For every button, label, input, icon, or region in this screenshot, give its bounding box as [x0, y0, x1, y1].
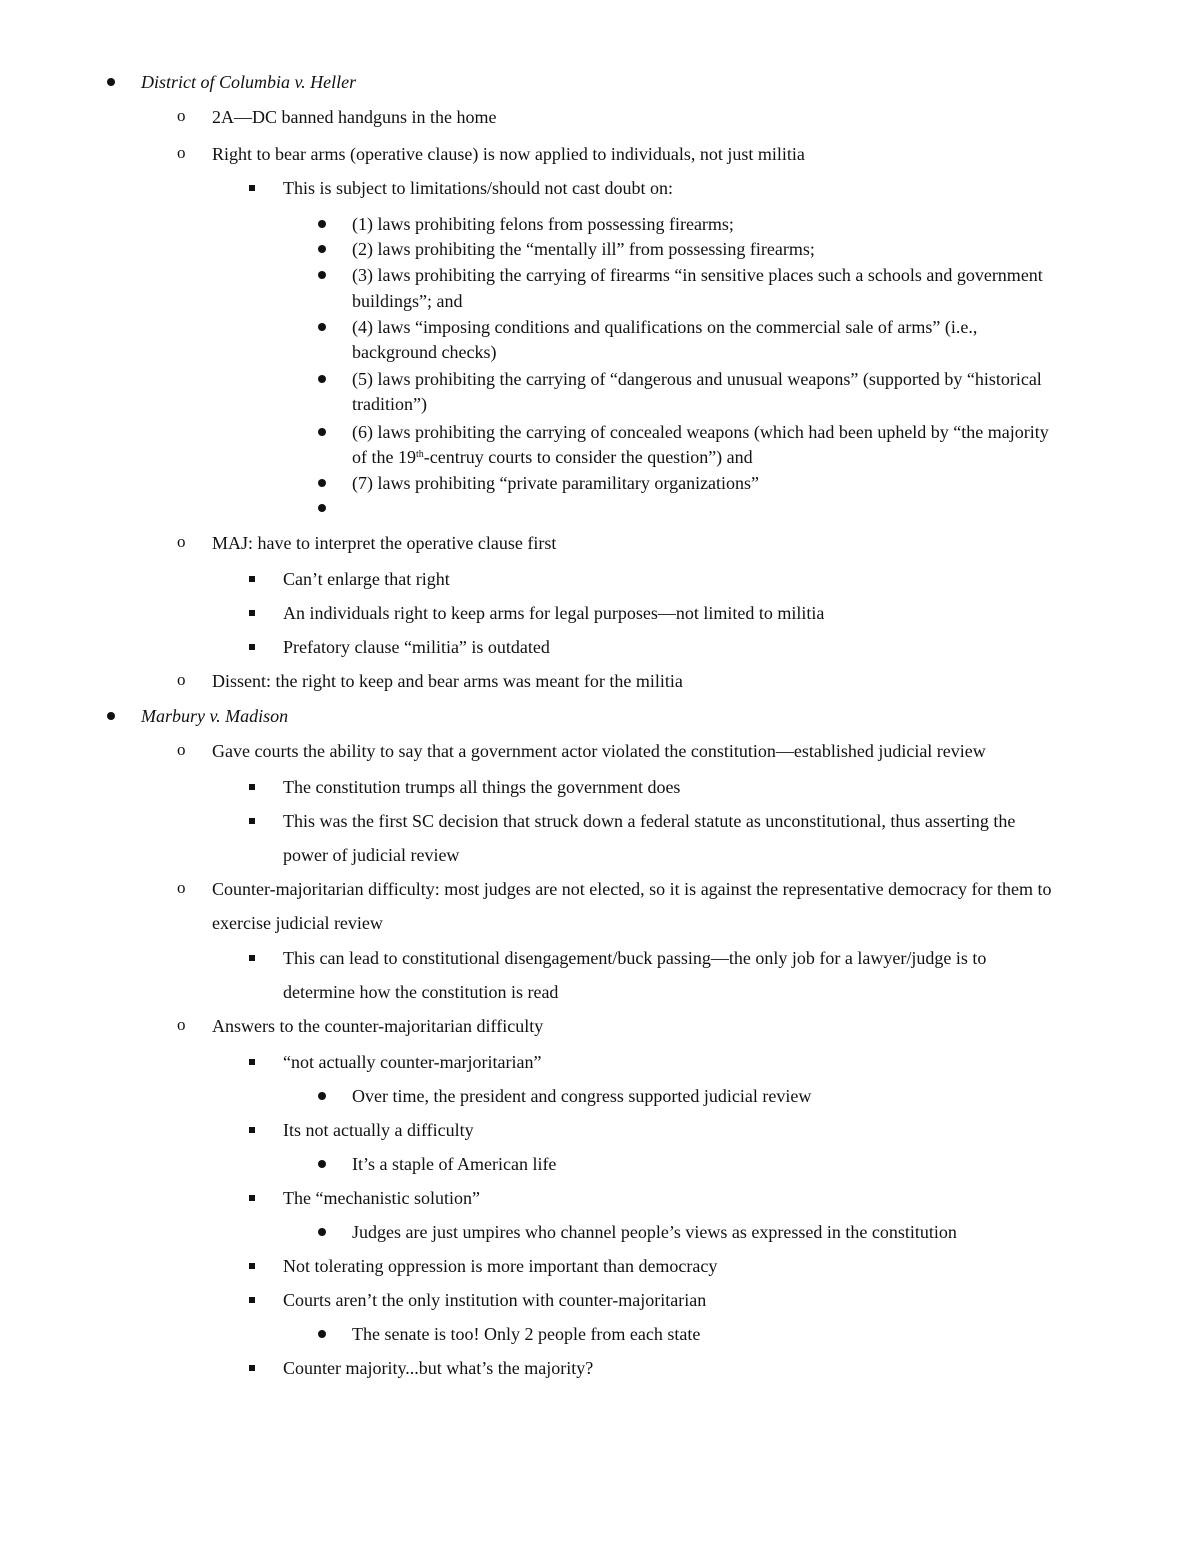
- list-item: [0, 105, 1200, 129]
- note-text: Prefatory clause “militia” is outdated: [283, 637, 550, 657]
- square-bullet-icon: [249, 576, 255, 582]
- list-item-continuation: [0, 911, 1200, 935]
- list-item: [0, 315, 1200, 339]
- square-bullet-icon: [249, 610, 255, 616]
- square-bullet-icon: [249, 1127, 255, 1133]
- bullet-icon: [107, 78, 115, 86]
- list-item: [0, 1288, 1200, 1312]
- list-item: [0, 601, 1200, 625]
- note-text: exercise judicial review: [212, 913, 383, 933]
- note-text: This was the first SC decision that struck down a federal statute as unconstitutional, thus asserting the: [283, 811, 1016, 831]
- list-item: [0, 1322, 1200, 1346]
- list-item-continuation: [0, 392, 1200, 416]
- note-text: Counter majority...but what’s the majority?: [283, 1358, 594, 1378]
- note-text: This can lead to constitutional disengagement/buck passing—the only job for a lawyer/judge is to: [283, 948, 987, 968]
- list-item: [0, 142, 1200, 166]
- square-bullet-icon: [249, 185, 255, 191]
- limit-text: (6) laws prohibiting the carrying of concealed weapons (which had been upheld by “the majority: [352, 422, 1049, 442]
- list-item: [0, 1084, 1200, 1108]
- list-item: [0, 1254, 1200, 1278]
- note-text: Gave courts the ability to say that a government actor violated the constitution—established judicial review: [212, 741, 986, 761]
- note-text: Not tolerating oppression is more important than democracy: [283, 1256, 718, 1276]
- bullet-icon: [107, 712, 115, 720]
- note-text: Answers to the counter-majoritarian difficulty: [212, 1016, 544, 1036]
- note-text: power of judicial review: [283, 845, 460, 865]
- limit-text: (3) laws prohibiting the carrying of firearms “in sensitive places such a schools and government: [352, 265, 1043, 285]
- bullet-icon: [318, 323, 326, 331]
- list-item-continuation: [0, 445, 1200, 469]
- note-text: Its not actually a difficulty: [283, 1120, 474, 1140]
- note-text: An individuals right to keep arms for legal purposes—not limited to militia: [283, 603, 825, 623]
- list-item: [0, 420, 1200, 444]
- list-item: [0, 704, 1200, 728]
- limit-text: (5) laws prohibiting the carrying of “dangerous and unusual weapons” (supported by “historical: [352, 369, 1042, 389]
- list-item: [0, 471, 1200, 495]
- note-text: The “mechanistic solution”: [283, 1188, 480, 1208]
- limit-text: (2) laws prohibiting the “mentally ill” from possessing firearms;: [352, 239, 815, 259]
- note-text: Courts aren’t the only institution with counter-majoritarian: [283, 1290, 707, 1310]
- note-text: This is subject to limitations/should not cast doubt on:: [283, 178, 673, 198]
- note-text: determine how the constitution is read: [283, 982, 559, 1002]
- list-item: [0, 1356, 1200, 1380]
- bullet-icon: [318, 1160, 326, 1168]
- limit-text: background checks): [352, 342, 497, 362]
- note-text: It’s a staple of American life: [352, 1154, 557, 1174]
- case-title: Marbury v. Madison: [141, 706, 289, 726]
- limit-text: (7) laws prohibiting “private paramilitary organizations”: [352, 473, 760, 493]
- list-item: [0, 739, 1200, 763]
- square-bullet-icon: [249, 1263, 255, 1269]
- list-item: [0, 367, 1200, 391]
- note-text: Over time, the president and congress supported judicial review: [352, 1086, 812, 1106]
- list-item: [0, 237, 1200, 261]
- list-item: [0, 1152, 1200, 1176]
- list-item: [0, 1186, 1200, 1210]
- circle-bullet-icon: o: [177, 143, 186, 162]
- limit-text: buildings”; and: [352, 291, 463, 311]
- bullet-icon: [318, 428, 326, 436]
- case-title: District of Columbia v. Heller: [141, 72, 357, 92]
- note-text: “not actually counter-marjoritarian”: [283, 1052, 542, 1072]
- list-item: [0, 669, 1200, 693]
- list-item: [0, 635, 1200, 659]
- list-item: [0, 176, 1200, 200]
- list-item: [0, 946, 1200, 970]
- note-text: Counter-majoritarian difficulty: most judges are not elected, so it is against the representative democracy for them to: [212, 879, 1052, 899]
- limit-text: tradition”): [352, 394, 427, 414]
- bullet-icon: [318, 479, 326, 487]
- note-text: Judges are just umpires who channel people’s views as expressed in the constitution: [352, 1222, 957, 1242]
- note-text: The senate is too! Only 2 people from each state: [352, 1324, 701, 1344]
- circle-bullet-icon: o: [177, 106, 186, 125]
- bullet-icon: [318, 1330, 326, 1338]
- bullet-icon: [318, 245, 326, 253]
- note-text: 2A—DC banned handguns in the home: [212, 107, 497, 127]
- list-item-continuation: [0, 843, 1200, 867]
- list-item-empty: [0, 496, 1200, 520]
- note-text: Right to bear arms (operative clause) is now applied to individuals, not just militia: [212, 144, 805, 164]
- circle-bullet-icon: o: [177, 740, 186, 759]
- list-item: [0, 70, 1200, 94]
- bullet-icon: [318, 375, 326, 383]
- square-bullet-icon: [249, 818, 255, 824]
- list-item-continuation: [0, 289, 1200, 313]
- list-item: [0, 1014, 1200, 1038]
- circle-bullet-icon: o: [177, 670, 186, 689]
- bullet-icon: [318, 271, 326, 279]
- list-item: [0, 1050, 1200, 1074]
- note-text: MAJ: have to interpret the operative clause first: [212, 533, 557, 553]
- circle-bullet-icon: o: [177, 878, 186, 897]
- bullet-icon: [318, 1092, 326, 1100]
- list-item-continuation: [0, 980, 1200, 1004]
- limit-text: (1) laws prohibiting felons from possessing firearms;: [352, 214, 734, 234]
- list-item: [0, 809, 1200, 833]
- bullet-icon: [318, 220, 326, 228]
- list-item: [0, 775, 1200, 799]
- note-text: Dissent: the right to keep and bear arms was meant for the militia: [212, 671, 683, 691]
- note-text: The constitution trumps all things the government does: [283, 777, 681, 797]
- bullet-icon: [318, 504, 326, 512]
- list-item: [0, 1118, 1200, 1142]
- square-bullet-icon: [249, 955, 255, 961]
- bullet-icon: [318, 1228, 326, 1236]
- square-bullet-icon: [249, 644, 255, 650]
- list-item: [0, 1220, 1200, 1244]
- circle-bullet-icon: o: [177, 532, 186, 551]
- square-bullet-icon: [249, 1059, 255, 1065]
- list-item: [0, 212, 1200, 236]
- note-text: Can’t enlarge that right: [283, 569, 450, 589]
- limit-text: of the 19th-centruy courts to consider the question”) and: [352, 447, 753, 467]
- list-item: [0, 567, 1200, 591]
- square-bullet-icon: [249, 1195, 255, 1201]
- square-bullet-icon: [249, 1297, 255, 1303]
- square-bullet-icon: [249, 1365, 255, 1371]
- list-item: [0, 263, 1200, 287]
- list-item: [0, 877, 1200, 901]
- list-item: [0, 531, 1200, 555]
- limit-text: (4) laws “imposing conditions and qualifications on the commercial sale of arms” (i.e.,: [352, 317, 978, 337]
- square-bullet-icon: [249, 784, 255, 790]
- list-item-continuation: [0, 340, 1200, 364]
- circle-bullet-icon: o: [177, 1015, 186, 1034]
